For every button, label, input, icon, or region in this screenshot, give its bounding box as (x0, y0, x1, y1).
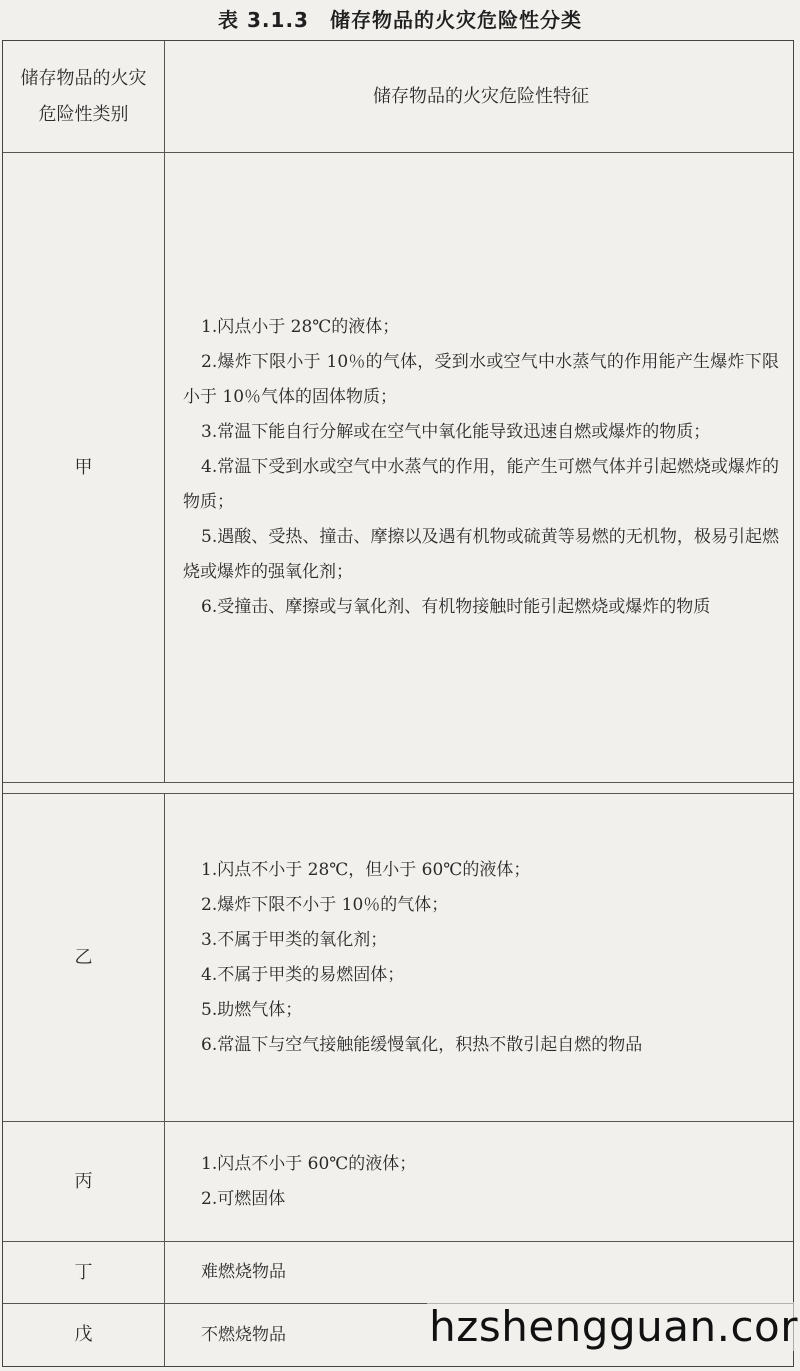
table-row-jia (3, 153, 793, 783)
header-row (3, 41, 793, 153)
category-cell: 丙 (3, 1122, 165, 1241)
list-item: 不燃烧物品 (201, 1324, 286, 1345)
feature-cell (165, 794, 793, 1121)
category-header (3, 41, 165, 152)
category-cell: 乙 (3, 794, 165, 1121)
list-item: 1.闪点不小于 60℃的液体； (201, 1153, 417, 1174)
page-break-gap (3, 783, 793, 794)
category-cell: 甲 (3, 153, 165, 782)
feature-cell (165, 1242, 793, 1303)
list-item: 难燃烧物品 (201, 1262, 286, 1282)
feature-header: 储存物品的火灾危险性特征 (373, 86, 589, 107)
list-item: 5.助燃气体； (201, 999, 303, 1020)
list-item: 4.不属于甲类的易燃固体； (201, 964, 405, 985)
table-row-bing (3, 1122, 793, 1242)
list-item: 2.可燃固体 (201, 1188, 286, 1209)
list-item: 1.闪点不小于 28℃，但小于 60℃的液体； (201, 859, 531, 880)
feature-cell (165, 153, 793, 782)
list-item: 3.不属于甲类的氧化剂； (201, 929, 388, 950)
list-item: 6.受撞击、摩擦或与氧化剂、有机物接触时能引起燃烧或爆炸的物质 (201, 597, 711, 617)
table-title: 表 3.1.3 储存物品的火灾危险性分类 (218, 8, 582, 32)
category-cell: 戊 (3, 1304, 165, 1366)
list-item: 5.遇酸、受热、撞击、摩擦以及遇有机物或硫黄等易燃的无机物，极易引起燃烧或爆炸的强氧化剂； (183, 527, 779, 582)
list-item: 4.常温下受到水或空气中水蒸气的作用，能产生可燃气体并引起燃烧或爆炸的物质； (183, 457, 779, 512)
site-watermark: hzshengguan.cor (429, 1302, 798, 1351)
category-header-line2: 危险性类别 (38, 103, 129, 125)
category-header-line1: 储存物品的火灾 (20, 67, 147, 89)
fire-hazard-table (2, 40, 794, 1367)
list-item: 6.常温下与空气接触能缓慢氧化，积热不散引起自燃的物品 (201, 1034, 643, 1055)
category-cell: 丁 (3, 1242, 165, 1303)
table-row-ding (3, 1242, 793, 1304)
list-item: 1.闪点小于 28℃的液体； (201, 317, 400, 337)
feature-cell (165, 1122, 793, 1241)
list-item: 2.爆炸下限不小于 10％的气体； (201, 894, 449, 915)
table-row-yi (3, 794, 793, 1122)
list-item: 2.爆炸下限小于 10％的气体，受到水或空气中水蒸气的作用能产生爆炸下限小于 10％气体的固体物质； (183, 352, 779, 407)
list-item: 3.常温下能自行分解或在空气中氧化能导致迅速自燃或爆炸的物质； (201, 422, 711, 442)
